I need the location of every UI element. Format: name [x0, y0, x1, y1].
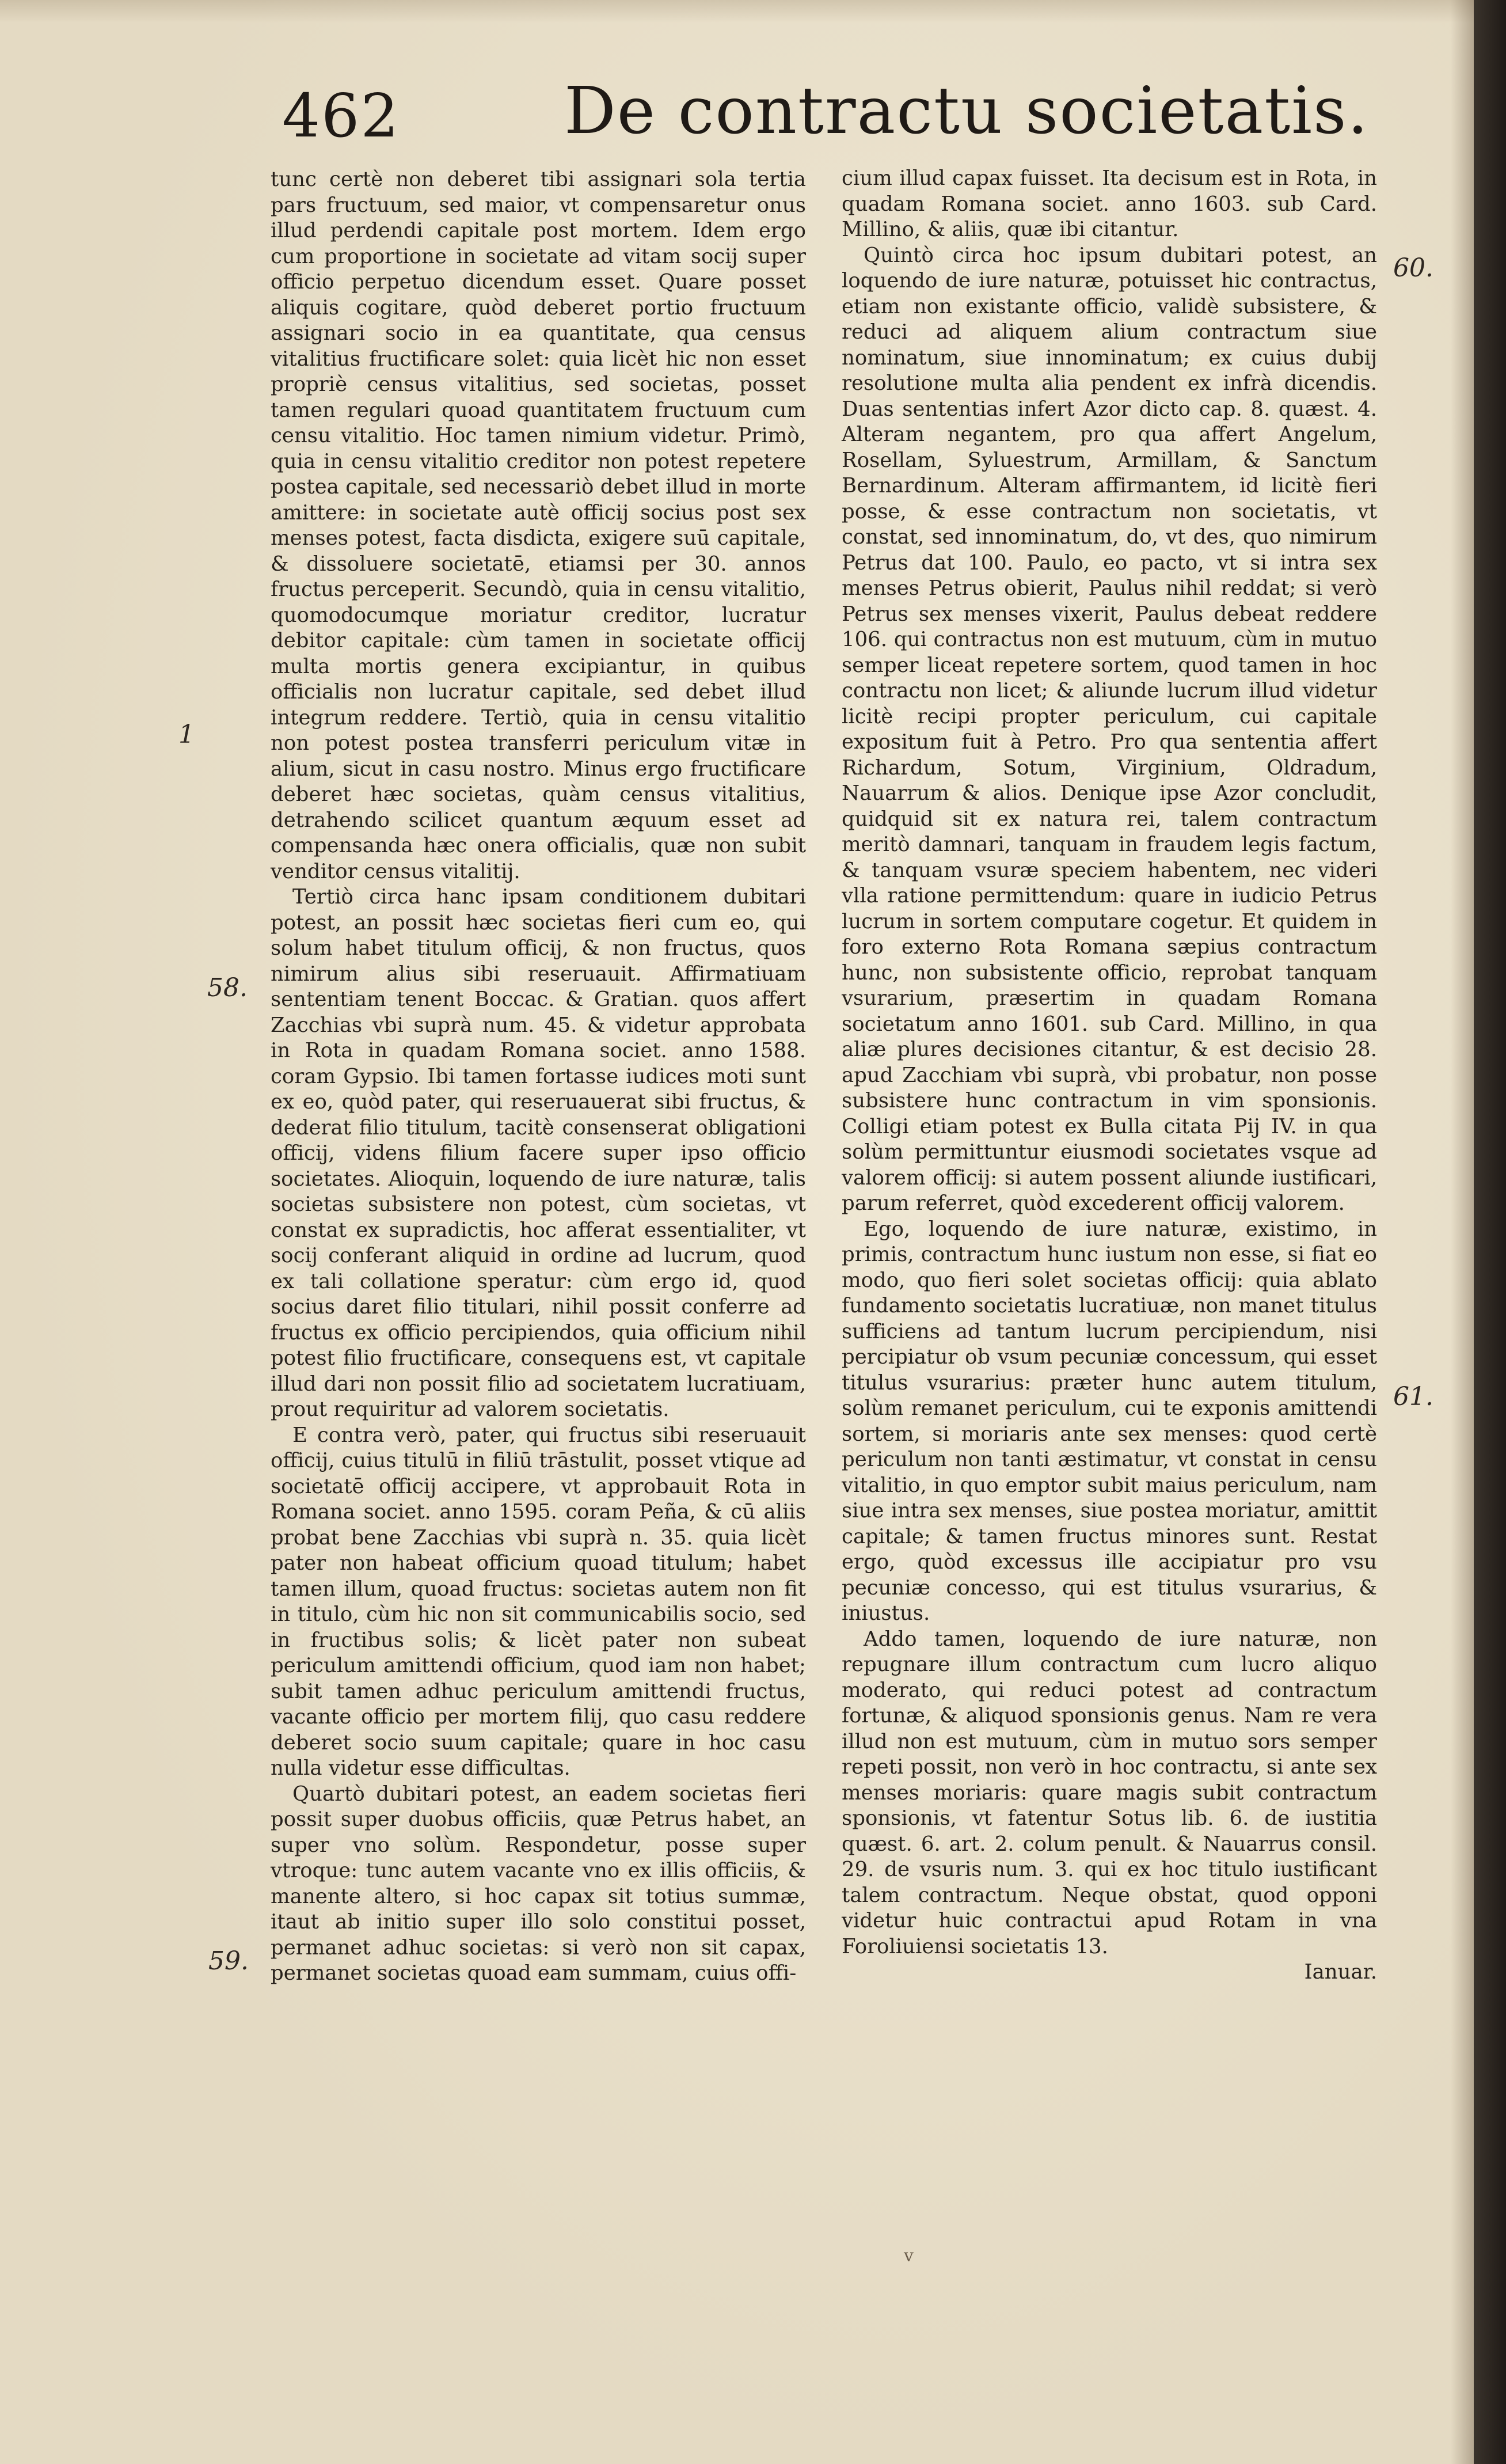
- margin-note-mark: 1: [178, 720, 195, 749]
- page-top-stain: [0, 0, 1474, 23]
- page-edge-shadow: [1451, 0, 1474, 2464]
- running-title: De contractu societatis.: [564, 74, 1370, 149]
- right-paragraph-3: Ego, loquendo de iure naturæ, existimo, in primis, contractum hunc iustum non esse, si fiat eo modo, quo fieri solet societas officij: quia ablato fundamento societatis lucratiuæ, non manet titulus sufficiens ad tantum lucrum percipiendum, nisi percipiatur ob vsum pecuniæ concessum, qui esset titulus vsurarius: præter hunc autem titulum, solùm remanet periculum, cui te exponis amittendi sortem, si moriaris ante sex menses: quod certè periculum non tanti æstimatur, vt constat in censu vitalitio, in quo emptor subit maius periculum, nam siue intra sex menses, siue postea moriatur, amittit capitale; & tamen fructus minores sunt. Restat ergo, quòd excessus ille accipiatur pro vsu pecuniæ concesso, qui est titulus vsurarius, & iniustus.: [842, 1217, 1377, 1625]
- left-paragraph-4: Quartò dubitari potest, an eadem societas fieri possit super duobus officiis, quæ Petrus habet, an super vno solùm. Respondetur, posse super vtroque: tunc autem vacante vno ex illis officiis, & manente altero, si hoc capax sit totius summæ, itaut ab initio super illo solo constitui posset, permanet adhuc societas: si verò non sit capax, permanet societas quoad eam summam, cuius offi-: [271, 1782, 806, 1985]
- signature-mark: v: [904, 2246, 914, 2266]
- left-paragraph-1: tunc certè non deberet tibi assignari sola tertia pars fructuum, sed maior, vt compensaretur onus illud perdendi capitale post mortem. Idem ergo cum proportione in societate ad vitam socij super officio perpetuo dicendum esset. Quare posset aliquis cogitare, quòd deberet portio fructuum assignari socio in ea quantitate, qua census vitalitius fructificare solet: quia licèt hic non esset propriè census vitalitius, sed societas, posset tamen regulari quoad quantitatem fructuum cum censu vitalitio. Hoc tamen nimium videtur. Primò, quia in censu vitalitio creditor non potest repetere postea capitale, sed necessariò debet illud in morte amittere: in societate autè officij socius post sex menses potest, facta disdicta, exigere suū capitale, & dissoluere societatē, etiamsi per 30. annos fructus perceperit. Secundò, quia in censu vitalitio, quomodocumque moriatur creditor, lucratur debitor capitale: cùm tamen in societate officij multa mortis genera excipiantur, in quibus officialis non lucratur capitale, sed debet illud integrum reddere. Tertiò, quia in censu vitalitio non potest postea transferri periculum vitæ in alium, sicut in casu nostro. Minus ergo fructificare deberet hæc societas, quàm census vitalitius, detrahendo scilicet quantum æquum esset ad compensanda hæc onera officialis, quæ non subit venditor census vitalitij.: [271, 168, 806, 883]
- catchword: Ianuar.: [1304, 1960, 1377, 1984]
- margin-number-61: 61.: [1393, 1382, 1433, 1411]
- margin-number-60: 60.: [1393, 253, 1433, 283]
- left-paragraph-2: Tertiò circa hanc ipsam conditionem dubitari potest, an possit hæc societas fieri cum eo, qui solum habet titulum officij, & non fructus, quos nimirum alius sibi reseruauit. Affirmatiuam sententiam tenent Boccac. & Gratian. quos affert Zacchias vbi suprà num. 45. & videtur approbata in Rota in quadam Romana societ. anno 1588. coram Gypsio. Ibi tamen fortasse iudices moti sunt ex eo, quòd pater, qui reseruauerat sibi fructus, & dederat filio titulum, tacitè consenserat obligationi officij, videns filium facere super ipso officio societates. Alioquin, loquendo de iure naturæ, talis societas subsistere non potest, cùm societas, vt constat ex supradictis, hoc afferat essentialiter, vt socij conferant aliquid in ordine ad lucrum, quod ex tali collatione speratur: cùm ergo id, quod socius daret filio titulari, nihil possit conferre ad fructus ex officio percipiendos, quia officium nihil potest filio fructificare, consequens est, vt capitale illud dari non possit filio ad societatem lucratiuam, prout requiritur ad valorem societatis.: [271, 885, 806, 1421]
- left-paragraph-3: E contra verò, pater, qui fructus sibi reseruauit officij, cuius titulū in filiū trāstulit, posset vtique ad societatē officij accipere, vt approbauit Rota in Romana societ. anno 1595. coram Peña, & cū aliis probat bene Zacchias vbi suprà n. 35. quia licèt pater non habeat officium quoad titulum; habet tamen illum, quoad fructus: societas autem non fit in titulo, cùm hic non sit communicabilis socio, sed in fructibus solis; & licèt pater non subeat periculum amittendi officium, quod iam non habet; subit tamen adhuc periculum amittendi fructus, vacante officio per mortem filij, quo casu reddere deberet socio suum capitale; quare in hoc casu nulla videtur esse difficultas.: [271, 1423, 806, 1780]
- right-paragraph-4: Addo tamen, loquendo de iure naturæ, non repugnare illum contractum cum lucro aliquo moderato, qui reduci potest ad contractum fortunæ, & aliquod sponsionis genus. Nam re vera illud non est mutuum, cùm in mutuo sors semper repeti possit, non verò in hoc contractu, si ante sex menses moriaris: quare magis subit contractum sponsionis, vt fatentur Sotus lib. 6. de iustitia quæst. 6. art. 2. colum penult. & Nauarrus consil. 29. de vsuris num. 3. qui ex hoc titulo iustificant talem contractum. Neque obstat, quod opponi videtur huic contractui apud Rotam in vna Foroliuiensi societatis 13.: [842, 1627, 1377, 1958]
- right-column: [842, 166, 1377, 1985]
- page-number: 462: [282, 81, 400, 151]
- right-paragraph-2: Quintò circa hoc ipsum dubitari potest, an loquendo de iure naturæ, potuisset hic contractus, etiam non existante officio, validè subsistere, & reduci ad aliquem alium contractum siue nominatum, siue innominatum; ex cuius dubij resolutione multa alia pendent ex infrà dicendis. Duas sententias infert Azor dicto cap. 8. quæst. 4. Alteram negantem, pro qua affert Angelum, Rosellam, Syluestrum, Armillam, & Sanctum Bernardinum. Alteram affirmantem, id licitè fieri posse, & esse contractum non societatis, vt constat, sed innominatum, do, vt des, quo nimirum Petrus dat 100. Paulo, eo pacto, vt si intra sex menses Petrus obierit, Paulus nihil reddat; si verò Petrus sex menses vixerit, Paulus debeat reddere 106. qui contractus non est mutuum, cùm in mutuo semper liceat repetere sortem, quod tamen in hoc contractu non licet; & aliunde lucrum illud videtur licitè recipi propter periculum, cui capitale expositum fuit à Petro. Pro qua sententia affert Richardum, Sotum, Virginium, Oldradum, Nauarrum & alios. Denique ipse Azor concludit, quidquid sit ex natura rei, talem contractum meritò damnari, tanquam in fraudem legis factum, & tanquam vsuræ speciem habentem, nec videri vlla ratione permittendum: quare in iudicio Petrus lucrum in sortem computare cogetur. Et quidem in foro externo Rota Romana sæpius contractum hunc, non subsistente officio, reprobat tanquam vsurarium, præsertim in quadam Romana societatum anno 1601. sub Card. Millino, in qua aliæ plures decisiones citantur, & est decisio 28. apud Zacchiam vbi suprà, vbi probatur, non posse subsistere hunc contractum in vim sponsionis. Colligi etiam potest ex Bulla citata Pij IV. in qua solùm permittuntur eiusmodi societates vsque ad valorem officij: si autem possent aliunde iustificari, parum referret, quòd excederent officij valorem.: [842, 243, 1377, 1215]
- margin-number-58: 58.: [207, 973, 248, 1003]
- margin-number-59: 59.: [208, 1946, 249, 1976]
- right-paragraph-1: cium illud capax fuisset. Ita decisum est in Rota, in quadam Romana societ. anno 1603. sub Card. Millino, & aliis, quæ ibi citantur.: [842, 166, 1377, 241]
- left-column: [271, 167, 806, 1987]
- binding-edge: [1474, 0, 1506, 2464]
